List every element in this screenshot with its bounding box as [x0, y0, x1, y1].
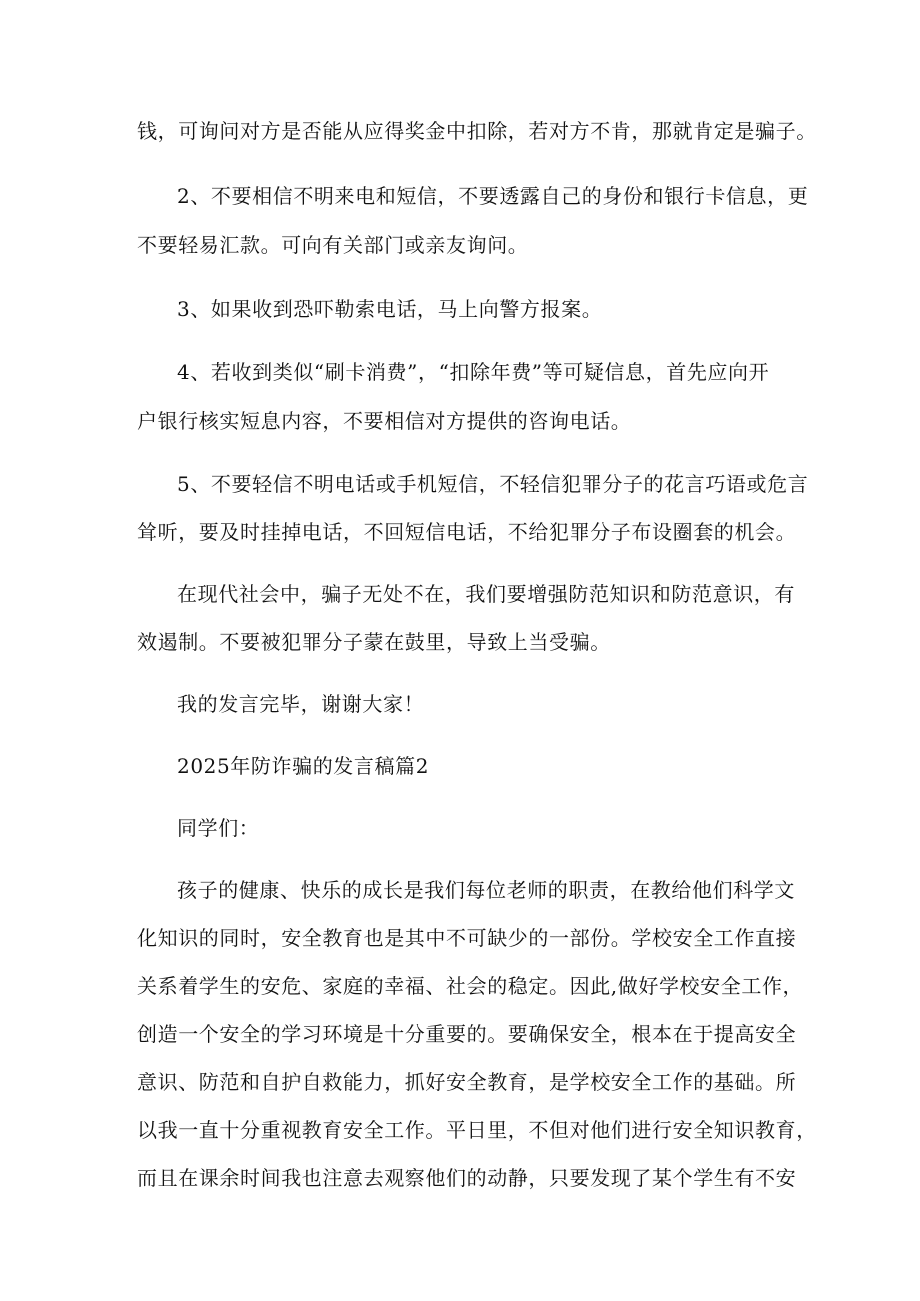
text-line: 户银行核实短息内容，不要相信对方提供的咨询电话。	[137, 409, 632, 433]
text-line: 在现代社会中，骗子无处不在，我们要增强防范知识和防范意识，有	[177, 582, 795, 606]
text-line: 关系着学生的安危、家庭的幸福、社会的稳定。因此,做好学校安全工作，	[137, 974, 804, 998]
text-line: 创造一个安全的学习环境是十分重要的。要确保安全，根本在于提高安全	[137, 1022, 797, 1046]
text-line: 同学们：	[177, 816, 260, 840]
text-line: 意识、防范和自护自救能力，抓好安全教育，是学校安全工作的基础。所	[137, 1070, 797, 1094]
text-line: 4、若收到类似“刷卡消费”，“扣除年费”等可疑信息，首先应向开	[177, 360, 770, 384]
text-line: 钱，可询问对方是否能从应得奖金中扣除，若对方不肯，那就肯定是骗子。	[137, 119, 817, 143]
text-line: 以我一直十分重视教育安全工作。平日里，不但对他们进行安全知识教育，	[137, 1118, 817, 1142]
text-line: 而且在课余时间我也注意去观察他们的动静，只要发现了某个学生有不安	[137, 1166, 797, 1190]
text-line: 5、不要轻信不明电话或手机短信，不轻信犯罪分子的花言巧语或危言	[177, 472, 809, 496]
text-line: 不要轻易汇款。可向有关部门或亲友询问。	[137, 233, 529, 257]
text-line: 2、不要相信不明来电和短信，不要透露自己的身份和银行卡信息，更	[177, 184, 809, 208]
text-line: 孩子的健康、快乐的成长是我们每位老师的职责，在教给他们科学文	[177, 878, 795, 902]
text-line: 我的发言完毕，谢谢大家！	[177, 692, 425, 716]
text-line: 化知识的同时，安全教育也是其中不可缺少的一部份。学校安全工作直接	[137, 926, 797, 950]
text-line: 效遏制。不要被犯罪分子蒙在鼓里，导致上当受骗。	[137, 630, 611, 654]
section-heading: 2025年防诈骗的发言稿篇2	[177, 754, 430, 778]
text-line: 3、如果收到恐吓勒索电话，马上向警方报案。	[177, 297, 603, 321]
text-line: 耸听，要及时挂掉电话，不回短信电话，不给犯罪分子布设圈套的机会。	[137, 520, 797, 544]
